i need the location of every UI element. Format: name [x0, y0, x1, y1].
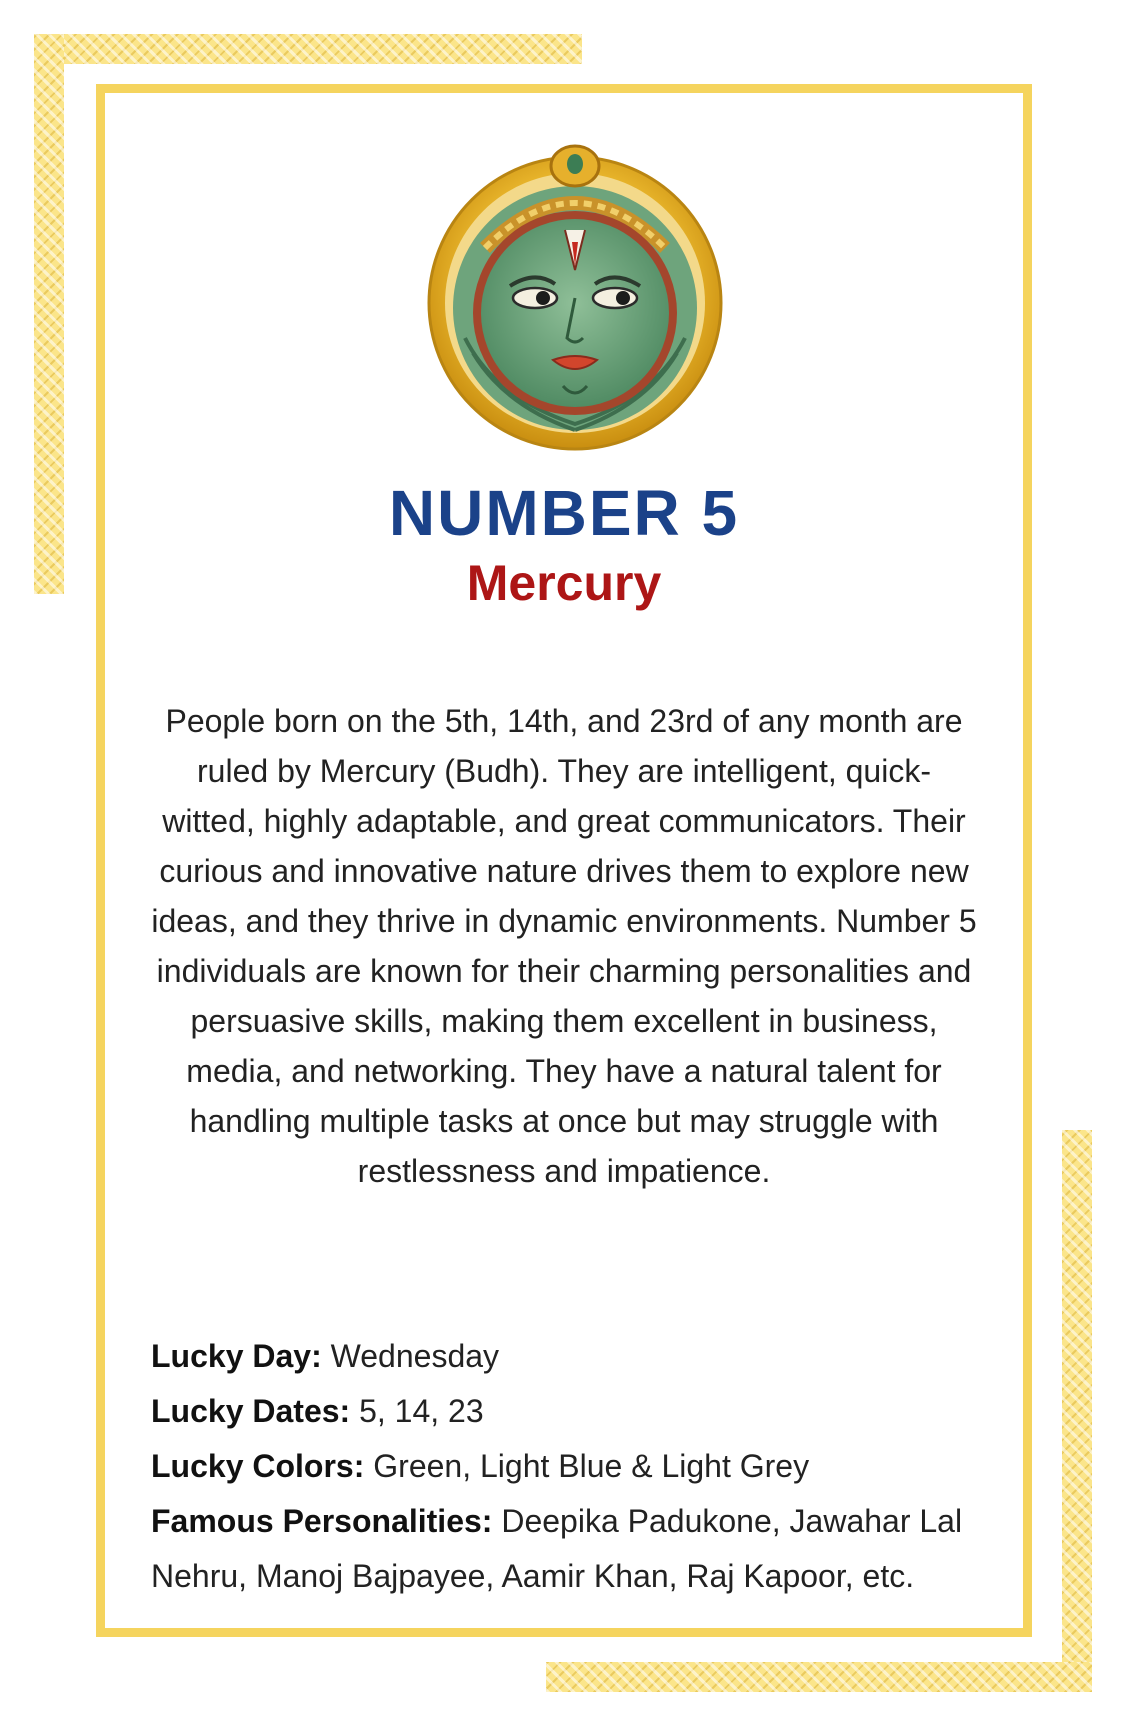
- fact-value: Wednesday: [330, 1338, 500, 1374]
- famous-personalities-row: [151, 1494, 993, 1604]
- mercury-deity-face-icon: [415, 138, 735, 458]
- lucky-dates-row: [151, 1384, 993, 1439]
- lucky-facts-list: [151, 1329, 993, 1604]
- fact-label: Lucky Dates:: [151, 1393, 351, 1429]
- fact-value: Deepika Padukone, Jawahar Lal Nehru, Manoj Bajpayee, Aamir Khan, Raj Kapoor, etc.: [151, 1503, 963, 1594]
- lucky-day-row: [151, 1329, 993, 1384]
- fact-label: Lucky Day:: [151, 1338, 322, 1374]
- fact-label: Lucky Colors:: [151, 1448, 365, 1484]
- planet-subtitle: Mercury: [466, 555, 662, 611]
- lucky-colors-row: [151, 1439, 993, 1494]
- decorative-braid-right: [1062, 1130, 1092, 1692]
- fact-value: Green, Light Blue & Light Grey: [373, 1448, 810, 1484]
- fact-label: Famous Personalities:: [151, 1503, 493, 1539]
- decorative-braid-left: [34, 34, 64, 594]
- decorative-braid-bottom: [546, 1662, 1092, 1692]
- info-card: [96, 84, 1032, 1637]
- page-title: NUMBER 5: [388, 477, 740, 549]
- decorative-braid-top: [34, 34, 582, 64]
- description-paragraph: People born on the 5th, 14th, and 23rd of any month are ruled by Mercury (Budh). They are intelligent, quick-witted, highly adaptable, and great communicators. Their curious and innovative nature drives them to explore new ideas, and they thrive in dynamic environments. Number 5 individuals are known for their charming personalities and persuasive skills, making them excellent in business, media, and networking. They have a natural talent for handling multiple tasks at once but may struggle with restlessness and impatience.: [151, 703, 977, 1189]
- fact-value: 5, 14, 23: [359, 1393, 484, 1429]
